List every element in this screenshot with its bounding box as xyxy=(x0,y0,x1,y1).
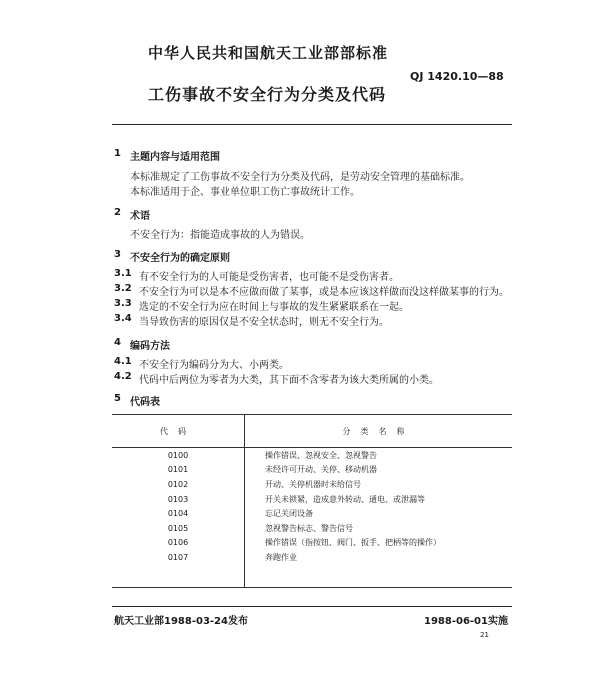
item-4-1-text: 不安全行为编码分为大、小两类。 xyxy=(139,360,289,371)
section-1-line-2: 本标准适用于企、事业单位职工伤亡事故统计工作。 xyxy=(130,187,360,198)
item-3-2-number: 3.2 xyxy=(114,283,132,294)
row-code: 0101 xyxy=(112,463,245,478)
row-name: 操作错误、忽视安全、忽视警告 xyxy=(265,450,377,460)
table-row xyxy=(112,463,512,478)
table-row xyxy=(112,550,512,565)
row-code: 0107 xyxy=(112,550,245,565)
row-name: 操作错误（指按钮、阀门、扳手、把柄等的操作） xyxy=(265,538,441,548)
section-3-number: 3 xyxy=(114,249,121,260)
footer-divider xyxy=(112,606,512,607)
item-4-2-text: 代码中后两位为零者为大类，其下面不含零者为该大类所属的小类。 xyxy=(139,375,439,386)
row-code: 0106 xyxy=(112,536,245,551)
item-3-1-number: 3.1 xyxy=(114,268,132,279)
row-name: 忘记关闭设备 xyxy=(265,509,313,519)
table-row xyxy=(112,477,512,492)
blank-cell xyxy=(112,565,245,588)
table-row xyxy=(112,492,512,507)
section-1-number: 1 xyxy=(114,148,121,159)
organization-name: 中华人民共和国航天工业部部标准 xyxy=(148,44,389,62)
item-3-1-text: 有不安全行为的人可能是受伤害者，也可能不是受伤害者。 xyxy=(139,272,399,283)
section-2-line-1: 不安全行为：指能造成事故的人为错误。 xyxy=(130,230,310,241)
item-3-2-text: 不安全行为可以是本不应做而做了某事，或是本应该这样做而没这样做某事的行为。 xyxy=(139,287,509,298)
row-name: 未经许可开动、关停、移动机器 xyxy=(265,465,377,475)
section-1-line-1: 本标准规定了工伤事故不安全行为分类及代码，是劳动安全管理的基础标准。 xyxy=(130,172,470,183)
row-code: 0104 xyxy=(112,506,245,521)
item-4-2-number: 4.2 xyxy=(114,371,132,382)
item-3-4-text: 当导致伤害的原因仅是不安全状态时，则无不安全行为。 xyxy=(139,317,389,328)
section-2-number: 2 xyxy=(114,207,121,218)
effective-date: 1988-06-01实施 xyxy=(424,616,508,627)
section-5-number: 5 xyxy=(114,393,121,404)
document-title: 工伤事故不安全行为分类及代码 xyxy=(148,85,387,104)
item-3-4-number: 3.4 xyxy=(114,313,132,324)
code-table-header xyxy=(112,415,512,448)
header-divider xyxy=(112,124,512,125)
item-3-3-number: 3.3 xyxy=(114,298,132,309)
row-code: 0103 xyxy=(112,492,245,507)
section-4-heading: 编码方法 xyxy=(130,341,170,352)
item-4-1-number: 4.1 xyxy=(114,356,132,367)
table-row xyxy=(112,536,512,551)
table-row xyxy=(112,506,512,521)
table-row xyxy=(112,521,512,536)
header-code: 代码 xyxy=(112,415,245,448)
section-3-heading: 不安全行为的确定原则 xyxy=(130,253,230,264)
row-code: 0105 xyxy=(112,521,245,536)
item-3-3-text: 选定的不安全行为应在时间上与事故的发生紧紧联系在一起。 xyxy=(139,302,409,313)
row-name: 奔跑作业 xyxy=(265,552,297,562)
issue-date: 航天工业部1988-03-24发布 xyxy=(114,616,248,627)
row-name: 开关未锁紧，造成意外转动、通电、或泄漏等 xyxy=(265,494,425,504)
header-category-name: 分类名称 xyxy=(245,415,513,448)
section-1-heading: 主题内容与适用范围 xyxy=(130,152,220,163)
code-table xyxy=(112,414,512,588)
table-row-blank xyxy=(112,565,512,588)
blank-cell xyxy=(245,565,513,588)
row-name: 开动、关停机器时未给信号 xyxy=(265,479,361,489)
row-code: 0102 xyxy=(112,477,245,492)
page-number: 21 xyxy=(480,631,489,639)
row-code: 0100 xyxy=(112,448,245,463)
section-2-heading: 术语 xyxy=(130,211,150,222)
standard-code: QJ 1420.10—88 xyxy=(410,70,504,83)
table-row xyxy=(112,448,512,463)
section-5-heading: 代码表 xyxy=(130,397,160,408)
row-name: 忽视警告标志、警告信号 xyxy=(265,523,353,533)
section-4-number: 4 xyxy=(114,337,121,348)
